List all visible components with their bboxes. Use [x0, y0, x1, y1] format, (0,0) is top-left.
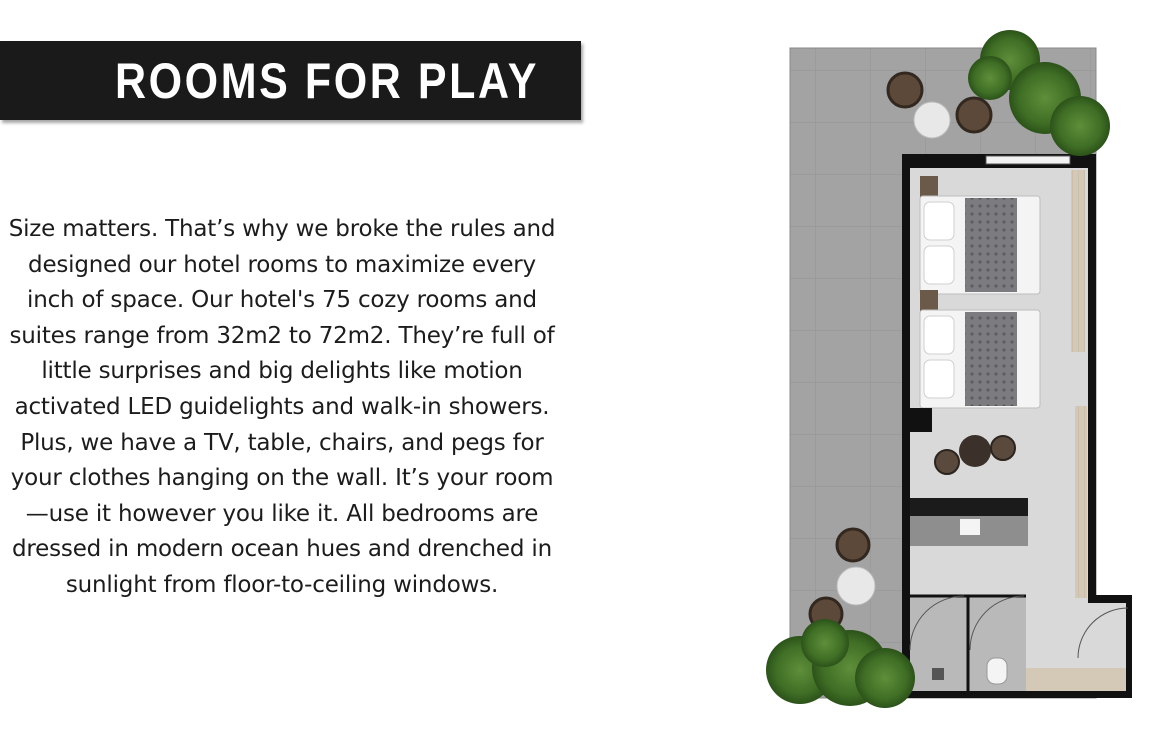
side-table: [914, 102, 950, 138]
description-text: [0, 212, 602, 604]
description-line: little surprises and big delights like motion: [41, 358, 523, 385]
lounge-chair: [957, 98, 991, 132]
description-line: Size matters. That’s why we broke the rules and: [8, 216, 556, 242]
shower-drain: [932, 668, 944, 680]
wardrobe: [1075, 406, 1087, 598]
sink: [960, 519, 980, 535]
page-title: ROOMS FOR PLAY: [115, 53, 539, 109]
nightstand: [920, 176, 938, 198]
lounge-chair: [888, 73, 922, 107]
side-table: [837, 567, 875, 605]
round-table: [959, 435, 991, 467]
description-line: suites range from 32m2 to 72m2. They’re full of: [9, 322, 555, 349]
room-wall: [902, 408, 932, 432]
description-line: sunlight from floor-to-ceiling windows.: [65, 571, 499, 598]
toilet: [987, 658, 1007, 684]
chair: [991, 436, 1015, 460]
wardrobe: [1071, 170, 1085, 352]
entry-step: [1026, 668, 1126, 691]
title-banner: [0, 41, 581, 120]
window: [986, 156, 1070, 164]
description-line: your clothes hanging on the wall. It’s your room: [10, 465, 554, 492]
description-line: designed our hotel rooms to maximize every: [28, 251, 536, 278]
description-line: inch of space. Our hotel's 75 cozy rooms and: [27, 287, 537, 314]
description-line: activated LED guidelights and walk-in showers.: [14, 393, 550, 420]
description-line: —use it however you like it. All bedrooms are: [25, 500, 539, 527]
description-line: Plus, we have a TV, table, chairs, and pegs for: [20, 429, 544, 456]
chair: [935, 450, 959, 474]
room-floor-plan: [760, 18, 1170, 728]
description-line: dressed in modern ocean hues and drenched in: [12, 536, 552, 563]
nightstand: [920, 290, 938, 312]
lounge-chair: [837, 529, 869, 561]
desk: [910, 498, 1028, 516]
